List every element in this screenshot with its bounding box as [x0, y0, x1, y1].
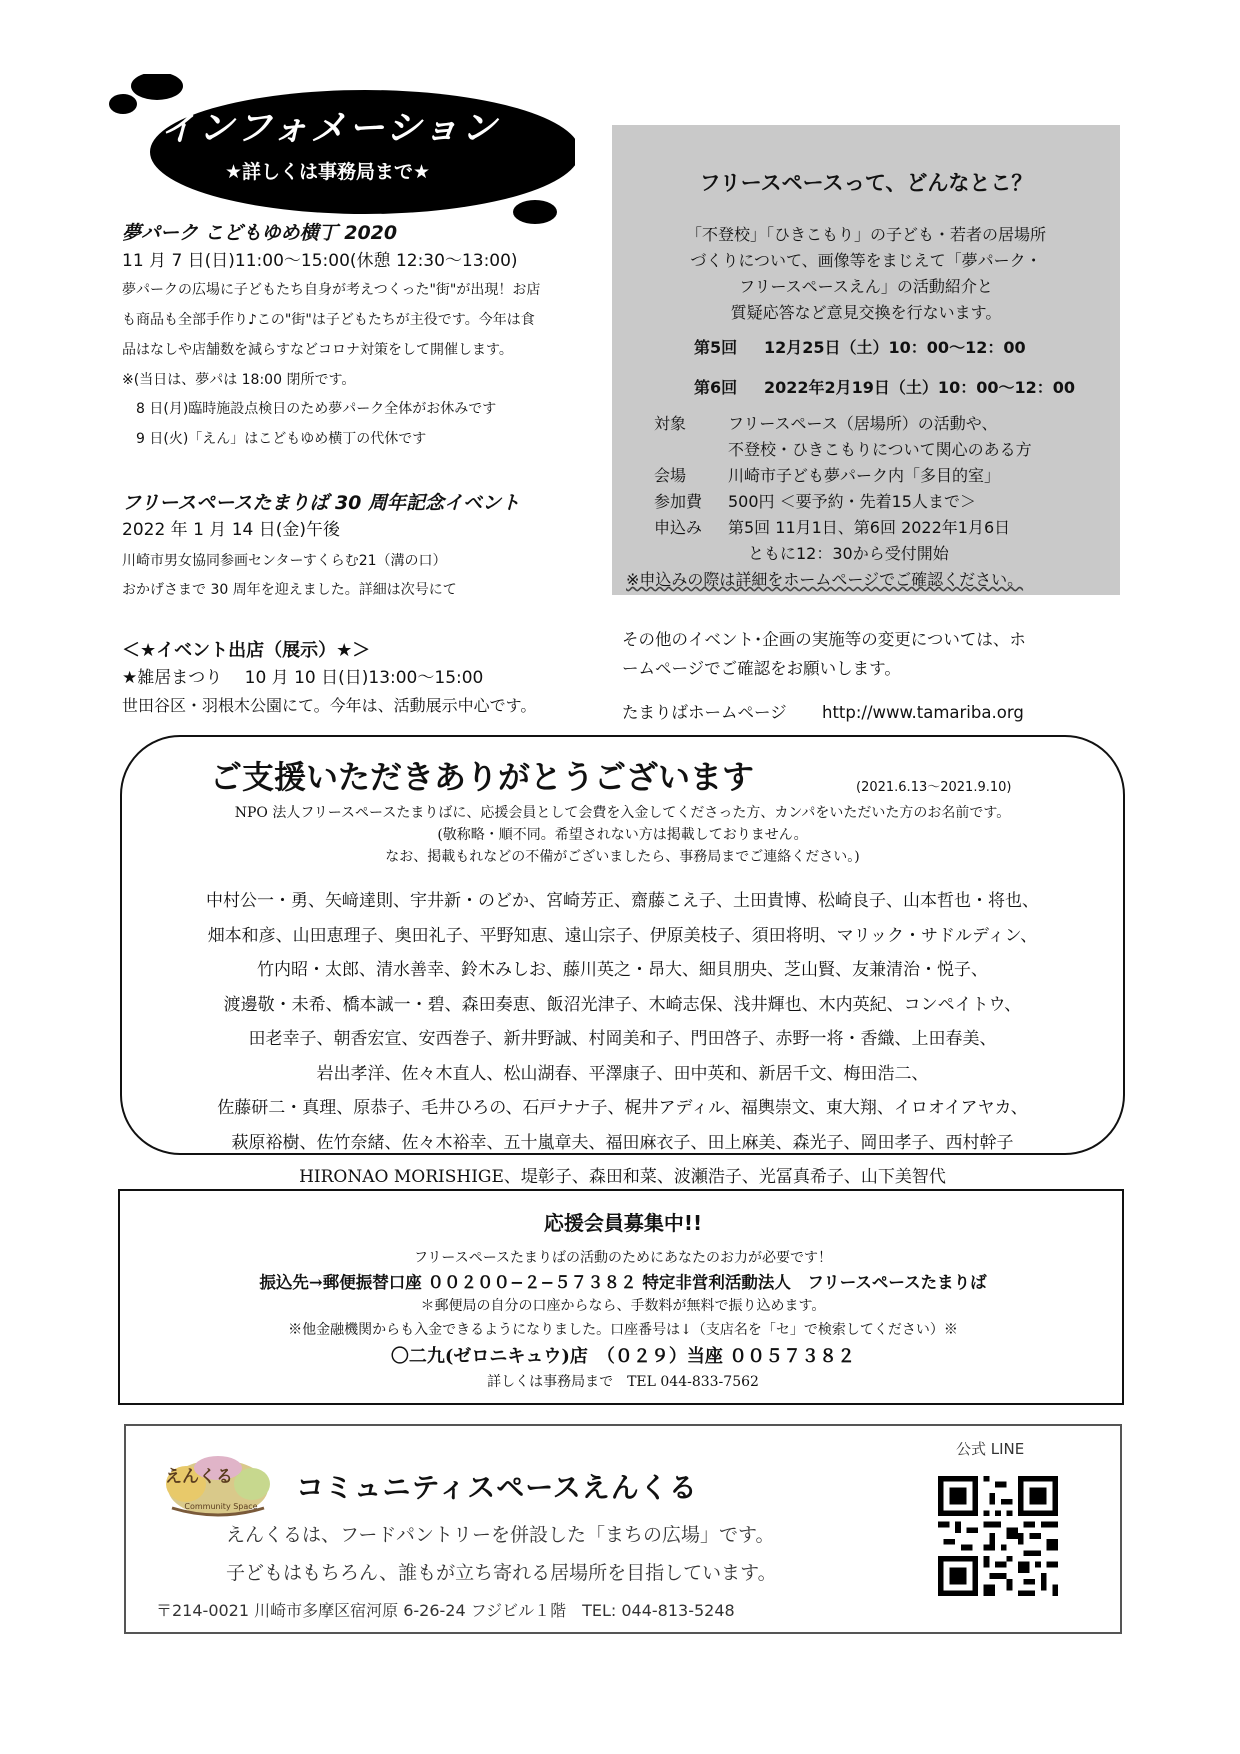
- detail-label-fee: 参加費: [654, 492, 703, 511]
- logo-subtext: Community Space: [184, 1502, 258, 1511]
- supporter-names-row-7: 佐藤研二・真理、原恭子、毛井ひろの、石戸ナナ子、梶井アディル、福輿崇文、東大翔、イロオイアヤカ、: [217, 1098, 1028, 1118]
- event3-title: ＜★イベント出店（展示）★＞: [122, 640, 371, 661]
- member-title: 応援会員募集中!!: [543, 1211, 703, 1235]
- member-contact: 詳しくは事務局まで TEL 044-833-7562: [487, 1374, 759, 1390]
- member-account: 振込先→郵便振替口座 ００２００−２−５７３８２ 特定非営利活動法人 フリースペースたまりば: [259, 1273, 987, 1292]
- community-box: [124, 1424, 1122, 1634]
- community-title: コミュニティスペースえんくる: [296, 1471, 698, 1504]
- session6-label: 第6回: [694, 378, 738, 397]
- supporter-names-row-3: 竹内昭・太郎、清水善幸、鈴木みしお、藤川英之・昂大、細貝朋央、芝山賢、友兼清治・悦子、: [257, 960, 988, 980]
- freespace-panel: [612, 125, 1120, 595]
- session5-date: 12月25日（土）10：00～12：00: [764, 338, 1026, 357]
- member-line-1: フリースペースたまりばの活動のためにあなたのお力が必要です！: [413, 1250, 833, 1266]
- homepage-link[interactable]: http://www.tamariba.org: [822, 703, 1024, 722]
- event1-title: 夢パーク こどもゆめ横丁 2020: [122, 222, 398, 244]
- event2-place: 川崎市男女協同参画センターすくらむ21（溝の口）: [122, 553, 447, 569]
- freespace-intro-3: フリースペースえん」の活動紹介と: [739, 277, 993, 296]
- event1-date: 11 月 7 日(日)11:00～15:00(休憩 12:30～13:00): [122, 251, 518, 271]
- freespace-intro-4: 質疑応答など意見交換を行ないます。: [730, 303, 1002, 322]
- info-subtitle: ★詳しくは事務局まで★: [225, 161, 431, 183]
- support-note-1: NPO 法人フリースペースたまりばに、応援会員として会費を入金してくださった方、カンパをいただいた方のお名前です。: [234, 805, 1011, 821]
- qr-code-icon[interactable]: [938, 1476, 1058, 1596]
- support-note-2: (敬称略・順不同。希望されない方は掲載しておりません。: [437, 827, 808, 843]
- detail-value-venue: 川崎市子ども夢パーク内「多目的室」: [728, 466, 1001, 485]
- community-desc-1: えんくるは、フードパントリーを併設した「まちの広場」です。: [226, 1524, 775, 1546]
- supporter-names-row-5: 田老幸子、朝香宏宣、安西巻子、新井野誠、村岡美和子、門田啓子、赤野一将・香織、上田春美、: [248, 1029, 997, 1049]
- member-line-3: ＊郵便局の自分の口座からなら、手数料が無料で振り込めます。: [420, 1298, 826, 1314]
- session5-label: 第5回: [694, 338, 738, 357]
- community-address: 〒214-0021 川崎市多摩区宿河原 6-26-24 フジビル１階 TEL: 044-813-5248: [156, 1601, 735, 1620]
- detail-label-venue: 会場: [654, 466, 687, 485]
- member-branch: 〇二九(ゼロニキュウ)店 （０２９）当座 ００５７３８２: [390, 1346, 856, 1367]
- event1-desc-1: 夢パークの広場に子どもたち自身が考えつくった"街"が出現！お店: [122, 282, 541, 298]
- detail-value-target-2: 不登校・ひきこもりについて関心のある方: [728, 440, 1032, 459]
- member-recruit-box: [118, 1189, 1124, 1405]
- supporter-names-row-9: HIRONAO MORISHIGE、堤彰子、森田和菜、波瀬浩子、光冨真希子、山下美智代: [299, 1167, 946, 1187]
- freespace-notice: ※申込みの際は詳細をホームページでご確認ください。: [626, 570, 1024, 589]
- supporter-names-row-1: 中村公一・勇、矢﨑達則、宇井新・のどか、宮崎芳正、齋藤こえ子、土田貴博、松崎良子、山本哲也・将也、: [206, 891, 1039, 911]
- event1-desc-2: も商品も全部手作り♪この"街"は子どもたちが主役です。今年は食: [122, 312, 535, 328]
- detail-value-target-1: フリースペース（居場所）の活動や、: [728, 414, 998, 433]
- line-label: 公式 LINE: [956, 1440, 1025, 1458]
- event2-title: フリースペースたまりば 30 周年記念イベント: [122, 492, 521, 514]
- community-desc-2: 子どもはもちろん、誰もが立ち寄れる居場所を目指しています。: [226, 1562, 777, 1584]
- other-events-text-1: その他のイベント･企画の実施等の変更については、ホ: [622, 630, 1026, 649]
- supporter-names-row-6: 岩出孝洋、佐々木直人、松山湖春、平澤康子、田中英和、新居千文、梅田浩二、: [316, 1063, 929, 1084]
- detail-label-target: 対象: [654, 414, 687, 433]
- member-line-4: ※他金融機関からも入金できるようになりました。口座番号は↓（支店名を「セ」で検索してください）※: [288, 1322, 958, 1338]
- detail-value-apply-2: ともに12：30から受付開始: [748, 544, 949, 563]
- support-note-3: なお、掲載もれなどの不備がございましたら、事務局までご連絡ください。): [385, 849, 860, 865]
- info-title: インフォメーション: [160, 108, 499, 149]
- freespace-title: フリースペースって、どんなとこ？: [699, 171, 1033, 195]
- freespace-intro-1: 「不登校」「ひきこもり」の子ども・若者の居場所: [685, 225, 1046, 244]
- supporter-names-row-4: 渡邊敬・未希、橋本誠一・碧、森田奏恵、飯沼光津子、木崎志保、浅井輝也、木内英紀、コンペイトウ、: [223, 994, 1022, 1015]
- support-period: (2021.6.13～2021.9.10): [856, 780, 1012, 795]
- detail-value-fee: 500円 ＜要予約・先着15人まで＞: [728, 492, 976, 511]
- homepage-label: たまりばホームページ: [622, 703, 787, 722]
- freespace-intro-2: づくりについて、画像等をまじえて「夢パーク・: [690, 251, 1042, 270]
- event1-desc-6: 9 日(火)「えん」はこどもゆめ横丁の代休です: [136, 431, 427, 447]
- support-title: ご支援いただきありがとうございます: [210, 758, 755, 796]
- session6-date: 2022年2月19日（土）10：00～12：00: [764, 378, 1075, 397]
- supporter-names-row-2: 畑本和彦、山田恵理子、奥田礼子、平野知恵、遠山宗子、伊原美枝子、須田将明、マリック・サドルディン、: [207, 925, 1038, 946]
- detail-value-apply-1: 第5回 11月1日、第6回 2022年1月6日: [728, 518, 1011, 537]
- event3-note: 世田谷区・羽根木公園にて。今年は、活動展示中心です。: [122, 696, 537, 715]
- event3-item: ★雑居まつり 10 月 10 日(日)13:00～15:00: [122, 668, 484, 688]
- logo-text: えんくる: [165, 1467, 233, 1487]
- detail-label-apply: 申込み: [654, 518, 703, 537]
- other-events-text-2: ームページでご確認をお願いします。: [622, 659, 901, 678]
- event1-desc-3: 品はなしや店舗数を減らすなどコロナ対策をして開催します。: [122, 342, 513, 358]
- event1-desc-4: ※(当日は、夢パは 18:00 閉所です。: [122, 372, 356, 388]
- event1-desc-5: 8 日(月)臨時施設点検日のため夢パーク全体がお休みです: [136, 401, 497, 417]
- supporter-names-row-8: 萩原裕樹、佐竹奈緒、佐々木裕幸、五十嵐章夫、福田麻衣子、田上麻美、森光子、岡田孝子、西村幹子: [231, 1132, 1014, 1153]
- event2-date: 2022 年 1 月 14 日(金)午後: [122, 520, 340, 540]
- event2-note: おかげさまで 30 周年を迎えました。詳細は次号にて: [122, 582, 457, 598]
